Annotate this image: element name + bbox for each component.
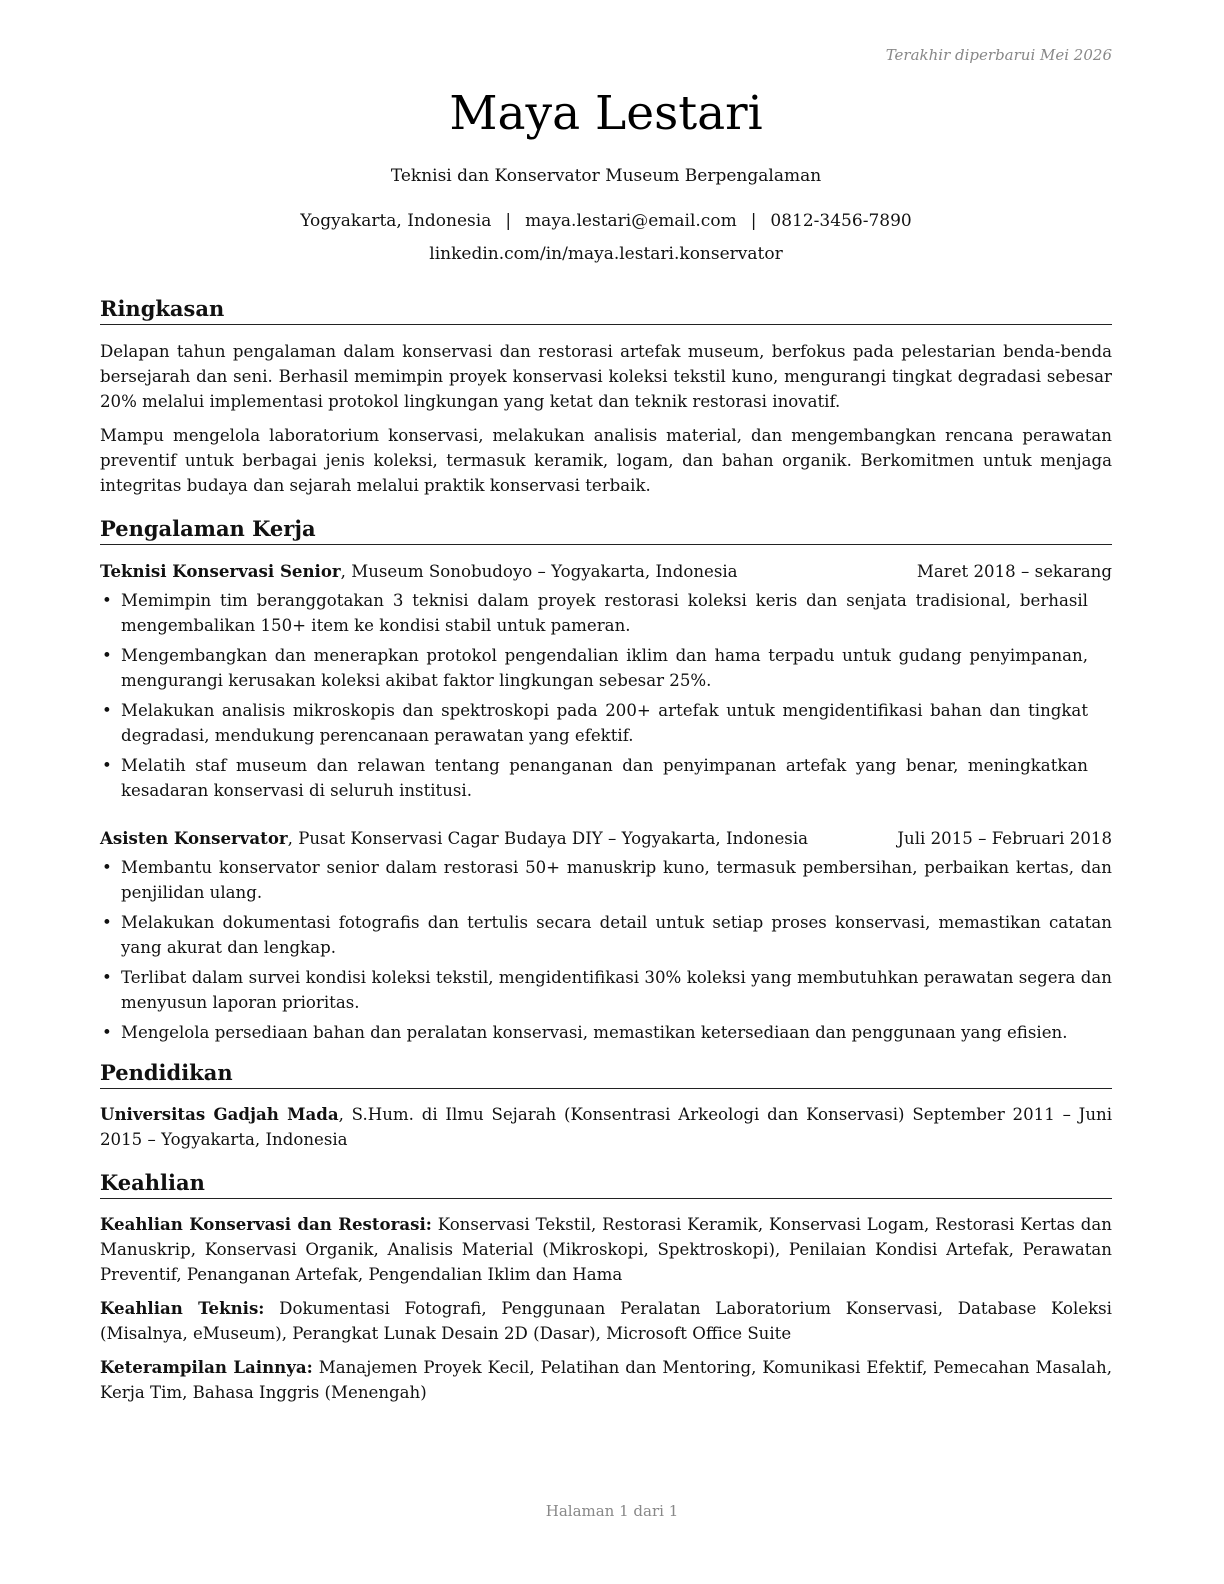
job-title-line xyxy=(100,826,808,851)
job-date: Juli 2015 – Februari 2018 xyxy=(897,829,1112,848)
job-entry xyxy=(100,559,1112,803)
education-entry xyxy=(100,1102,1112,1152)
contact-email[interactable]: maya.lestari@email.com xyxy=(525,211,737,231)
candidate-name: Maya Lestari xyxy=(449,86,763,141)
bullet-text: Melakukan dokumentasi fotografis dan tertulis secara detail untuk setiap proses konservasi, memastikan catatan yang akurat dan lengkap. xyxy=(121,913,1112,957)
job-title-line xyxy=(100,559,738,584)
list-item xyxy=(100,753,1112,803)
job-entry xyxy=(100,826,1112,1045)
contact-line xyxy=(100,209,1112,233)
bullet-text: Membantu konservator senior dalam restorasi 50+ manuskrip kuno, termasuk pembersihan, perbaikan kertas, dan penjilidan ulang. xyxy=(121,858,1112,902)
list-item xyxy=(100,965,1112,1015)
section-title-experience: Pengalaman Kerja xyxy=(100,515,1112,545)
list-item xyxy=(100,910,1112,960)
job-date: Maret 2018 – sekarang xyxy=(916,562,1112,581)
list-item xyxy=(100,588,1112,638)
skill-group-text: Manajemen Proyek Kecil, Pelatihan dan Mentoring, Komunikasi Efektif, Pemecahan Masalah, Kerja Tim, Bahasa Inggris (Menengah) xyxy=(100,1358,1112,1402)
job-role: Teknisi Konservasi Senior xyxy=(100,561,341,581)
list-item xyxy=(100,698,1112,748)
education-degree: , S.Hum. di Ilmu Sejarah (Konsentrasi Arkeologi dan Konservasi) xyxy=(338,1105,905,1124)
summary-paragraph: Delapan tahun pengalaman dalam konservasi dan restorasi artefak museum, berfokus pada pelestarian benda-benda bersejarah dan seni. Berhasil memimpin proyek konservasi koleksi tekstil kuno, mengurangi tingkat degradasi sebesar 20% melalui implementasi protokol lingkungan yang ketat dan teknik restorasi inovatif. xyxy=(100,342,1112,411)
job-role: Asisten Konservator xyxy=(100,828,288,848)
bullet-icon: • xyxy=(102,968,112,987)
section-title-summary: Ringkasan xyxy=(100,295,1112,325)
job-organization: , Pusat Konservasi Cagar Budaya DIY – Yogyakarta, Indonesia xyxy=(287,829,809,848)
summary-section xyxy=(100,295,1112,498)
skill-group-label: Keahlian Teknis: xyxy=(100,1298,265,1318)
skill-group xyxy=(100,1212,1112,1287)
bullet-text: Melakukan analisis mikroskopis dan spektroskopi pada 200+ artefak untuk mengidentifikasi bahan dan tingkat degradasi, mendukung perencanaan perawatan yang efektif. xyxy=(121,701,1088,745)
skill-group-label: Keterampilan Lainnya: xyxy=(100,1357,313,1377)
list-item xyxy=(100,643,1112,693)
skill-group-label: Keahlian Konservasi dan Restorasi: xyxy=(100,1214,432,1234)
job-header xyxy=(100,559,1112,584)
bullet-icon: • xyxy=(102,1023,112,1042)
education-date: September 2011 – Juni 2015 xyxy=(100,1105,1112,1149)
education-section xyxy=(100,1059,1112,1152)
resume-page xyxy=(100,44,1112,1405)
skill-group xyxy=(100,1296,1112,1346)
page-number-footer: Halaman 1 dari 1 xyxy=(545,1502,679,1520)
job-header xyxy=(100,826,1112,851)
contact-phone: 0812-3456-7890 xyxy=(770,211,912,231)
bullet-text: Terlibat dalam survei kondisi koleksi tekstil, mengidentifikasi 30% koleksi yang membutuhkan perawatan segera dan menyusun laporan prioritas. xyxy=(121,968,1112,1012)
bullet-text: Memimpin tim beranggotakan 3 teknisi dalam proyek restorasi koleksi keris dan senjata tradisional, berhasil mengembalikan 150+ item ke kondisi stabil untuk pameran. xyxy=(121,591,1088,635)
skill-group-text: Dokumentasi Fotografi, Penggunaan Peralatan Laboratorium Konservasi, Database Koleksi (Misalnya, eMuseum), Perangkat Lunak Desain 2D (Dasar), Microsoft Office Suite xyxy=(100,1299,1112,1343)
list-item xyxy=(100,1020,1112,1045)
list-item xyxy=(100,855,1112,905)
job-organization: , Museum Sonobudoyo – Yogyakarta, Indonesia xyxy=(340,562,738,581)
contact-linkedin[interactable]: linkedin.com/in/maya.lestari.konservator xyxy=(429,244,783,264)
last-updated-note: Terakhir diperbarui Mei 2026 xyxy=(885,46,1112,64)
bullet-text: Mengembangkan dan menerapkan protokol pengendalian iklim dan hama terpadu untuk gudang penyimpanan, mengurangi kerusakan koleksi akibat faktor lingkungan sebesar 25%. xyxy=(121,646,1088,690)
contact-separator: | xyxy=(505,211,512,231)
bullet-icon: • xyxy=(102,591,112,610)
skill-group-text: Konservasi Tekstil, Restorasi Keramik, Konservasi Logam, Restorasi Kertas dan Manuskrip, Konservasi Organik, Analisis Material (Mikroskopi, Spektroskopi), Penilaian Kondisi Artefak, Perawatan Preventif, Penanganan Artefak, Pengendalian Iklim dan Hama xyxy=(100,1215,1112,1284)
bullet-icon: • xyxy=(102,756,112,775)
tagline: Teknisi dan Konservator Museum Berpengalaman xyxy=(390,166,822,186)
bullet-text: Melatih staf museum dan relawan tentang penanganan dan penyimpanan artefak yang benar, meningkatkan kesadaran konservasi di seluruh institusi. xyxy=(121,756,1088,800)
bullet-icon: • xyxy=(102,858,112,877)
experience-section xyxy=(100,515,1112,1045)
contact-location: Yogyakarta, Indonesia xyxy=(300,211,492,231)
bullet-icon: • xyxy=(102,646,112,665)
bullet-icon: • xyxy=(102,913,112,932)
education-school: Universitas Gadjah Mada xyxy=(100,1104,339,1124)
skill-group xyxy=(100,1355,1112,1405)
summary-paragraph: Mampu mengelola laboratorium konservasi, melakukan analisis material, dan mengembangkan rencana perawatan preventif untuk berbagai jenis koleksi, termasuk keramik, logam, dan bahan organik. Berkomitmen untuk menjaga integritas budaya dan sejarah melalui praktik konservasi terbaik. xyxy=(100,426,1112,495)
bullet-icon: • xyxy=(102,701,112,720)
bullet-text: Mengelola persediaan bahan dan peralatan konservasi, memastikan ketersediaan dan penggunaan yang efisien. xyxy=(121,1023,1068,1042)
skills-section xyxy=(100,1169,1112,1405)
section-title-skills: Keahlian xyxy=(100,1169,1112,1199)
job-bullets xyxy=(100,588,1112,803)
contact-separator: | xyxy=(750,211,757,231)
job-bullets xyxy=(100,855,1112,1045)
education-location: – Yogyakarta, Indonesia xyxy=(147,1130,348,1149)
section-title-education: Pendidikan xyxy=(100,1059,1112,1089)
